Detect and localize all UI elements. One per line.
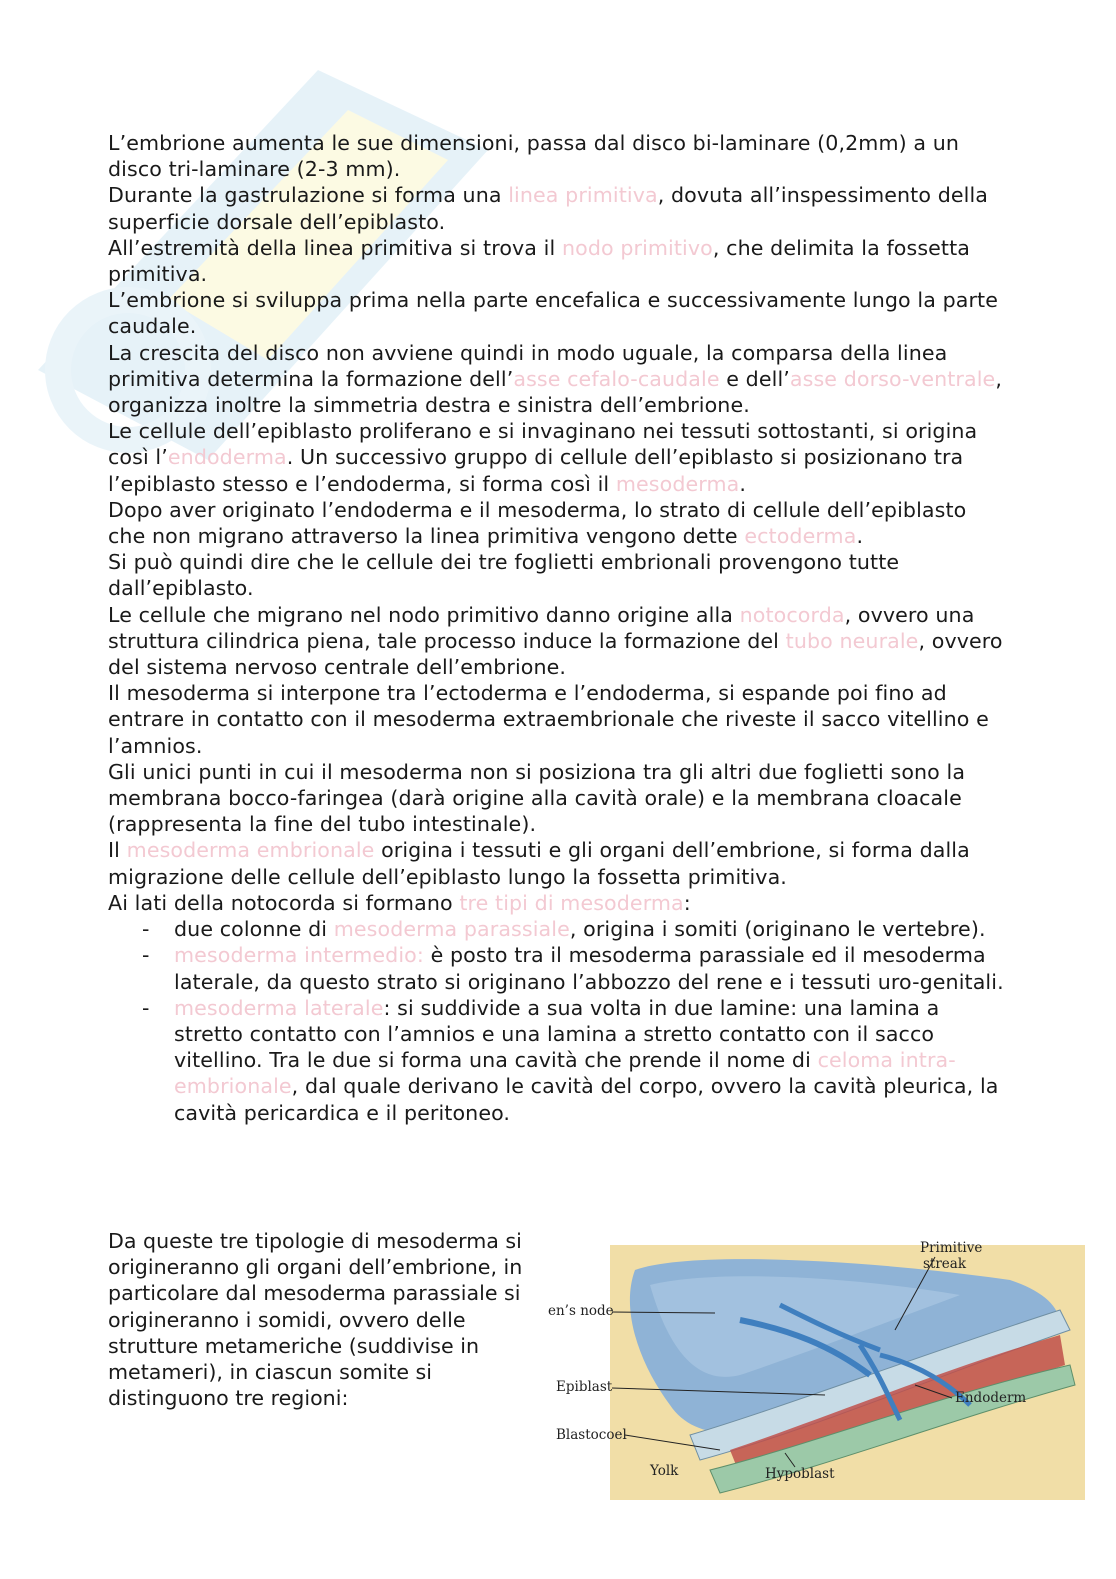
text-segment: All’estremità della linea primitiva si trova il xyxy=(108,235,562,260)
highlighted-term: asse dorso-ventrale xyxy=(789,366,996,391)
paragraph-list xyxy=(108,130,1008,916)
paragraph xyxy=(108,418,1008,497)
highlighted-term: tubo neurale xyxy=(785,628,919,653)
paragraph xyxy=(108,680,1008,759)
embryo-diagram xyxy=(540,1235,1090,1500)
highlighted-term: nodo primitivo xyxy=(561,235,713,260)
text-segment: Il mesoderma si interpone tra l’ectoderma e l’endoderma, si espande poi fino ad entrare in contatto con il mesoderma extraembrionale che riveste il sacco vitellino e l’amnios. xyxy=(108,681,989,758)
highlighted-term: asse cefalo-caudale xyxy=(513,366,720,391)
embryo-figure xyxy=(540,1235,1090,1500)
highlighted-term: tre tipi di mesoderma xyxy=(459,890,684,915)
body-text xyxy=(108,130,1008,1126)
label-node: en’s node xyxy=(548,1303,614,1319)
highlighted-term: mesoderma embrionale xyxy=(126,838,375,863)
highlighted-term: linea primitiva xyxy=(508,183,658,208)
text-segment: Durante la gastrulazione si forma una xyxy=(108,183,509,208)
label-yolk: Yolk xyxy=(650,1463,679,1479)
highlighted-term: endoderma xyxy=(167,445,287,470)
highlighted-term: mesoderma xyxy=(615,471,740,496)
paragraph xyxy=(108,287,1008,339)
paragraph xyxy=(108,759,1008,838)
text-segment: La crescita del disco non avviene quindi in modo uguale, la comparsa della linea primitiva determina la formazione dell’ xyxy=(108,340,948,391)
paragraph xyxy=(108,235,1008,287)
text-segment: : xyxy=(683,890,691,915)
label-blastocoel: Blastocoel xyxy=(556,1427,627,1443)
list-item xyxy=(108,995,1008,1126)
list-item xyxy=(108,916,1008,942)
text-segment: Si può quindi dire che le cellule dei tre foglietti embrionali provengono tutte dall’epiblasto. xyxy=(108,550,900,601)
highlighted-term: celoma intra-embrionale xyxy=(174,1048,956,1099)
text-segment: , dal quale derivano le cavità del corpo, ovvero la cavità pleurica, la cavità pericardica e il peritoneo. xyxy=(174,1074,999,1125)
text-segment: Il xyxy=(108,838,127,863)
highlighted-term: mesoderma parassiale xyxy=(333,917,570,942)
text-segment: , che delimita la fossetta primitiva. xyxy=(108,235,971,287)
text-segment: . xyxy=(856,524,864,549)
text-segment: , organizza inoltre la simmetria destra e sinistra dell’embrione. xyxy=(108,366,1002,418)
paragraph xyxy=(108,130,1008,182)
text-segment: Gli unici punti in cui il mesoderma non si posiziona tra gli altri due foglietti sono la membrana bocco-faringea (darà origine alla cavità orale) e la membrana cloacale (rappresenta la fine del tubo intestinale). xyxy=(108,759,966,837)
label-hypoblast: Hypoblast xyxy=(765,1466,835,1482)
highlighted-term: mesoderma intermedio: xyxy=(174,943,424,968)
paragraph xyxy=(108,602,1008,681)
text-segment: è posto tra il mesoderma parassiale ed il mesoderma laterale, da questo strato si originano l’abbozzo del rene e i tessuti uro-genitali. xyxy=(174,943,1004,994)
text-segment: . Un successivo gruppo di cellule dell’epiblasto si posizionano tra l’epiblasto stesso e l’endoderma, si forma così il xyxy=(108,445,964,496)
label-endoderm: Endoderm xyxy=(955,1390,1027,1406)
paragraph xyxy=(108,497,1008,549)
label-streak: streak xyxy=(923,1256,967,1272)
label-primitive: Primitive xyxy=(920,1240,983,1256)
text-segment: . xyxy=(739,471,747,496)
text-segment: Ai lati della notocorda si formano xyxy=(108,890,460,915)
paragraph xyxy=(108,340,1008,419)
text-segment: Dopo aver originato l’endoderma e il mesoderma, lo strato di cellule dell’epiblasto che non migrano attraverso la linea primitiva vengono dette xyxy=(108,497,967,549)
text-segment: L’embrione aumenta le sue dimensioni, passa dal disco bi-laminare (0,2mm) a un disco tri-laminare (2-3 mm). xyxy=(108,131,960,182)
mesoderm-types-list xyxy=(108,916,1008,1126)
paragraph xyxy=(108,182,1008,234)
highlighted-term: ectoderma xyxy=(744,524,857,549)
text-segment: , ovvero del sistema nervoso centrale dell’embrione. xyxy=(108,628,1003,680)
highlighted-term: notocorda xyxy=(739,602,845,627)
text-segment: origina i tessuti e gli organi dell’embrione, si forma dalla migrazione delle cellule dell’epiblasto lungo la fossetta primitiva. xyxy=(108,838,970,889)
paragraph xyxy=(108,837,1008,889)
text-segment: L’embrione si sviluppa prima nella parte encefalica e successivamente lungo la parte caudale. xyxy=(108,288,998,339)
list-item xyxy=(108,942,1008,994)
paragraph xyxy=(108,549,1008,601)
label-epiblast: Epiblast xyxy=(556,1379,613,1395)
text-segment: , dovuta all’inspessimento della superficie dorsale dell’epiblasto. xyxy=(108,183,989,234)
closing-paragraph: Da queste tre tipologie di mesoderma si origineranno gli organi dell’embrione, in particolare dal mesoderma parassiale si origineranno i somidi, ovvero delle strutture metameriche (suddivise in metameri), in ciascun somite si distinguono tre regioni: xyxy=(108,1229,523,1411)
text-segment: Le cellule dell’epiblasto proliferano e si invaginano nei tessuti sottostanti, si origina così l’ xyxy=(108,419,978,470)
text-segment: : si suddivide a sua volta in due lamine: una lamina a stretto contatto con l’amnios e una lamina a stretto contatto con il sacco vitellino. Tra le due si forma una cavità che prende il nome di xyxy=(174,995,940,1073)
text-segment: , origina i somiti (originano le vertebre). xyxy=(569,917,986,942)
text-segment: e dell’ xyxy=(719,366,790,391)
text-segment: due colonne di xyxy=(174,917,334,942)
paragraph xyxy=(108,890,1008,916)
text-segment: Le cellule che migrano nel nodo primitivo danno origine alla xyxy=(108,602,740,627)
highlighted-term: mesoderma laterale xyxy=(174,995,384,1020)
text-segment: , ovvero una struttura cilindrica piena, tale processo induce la formazione del xyxy=(108,602,975,653)
